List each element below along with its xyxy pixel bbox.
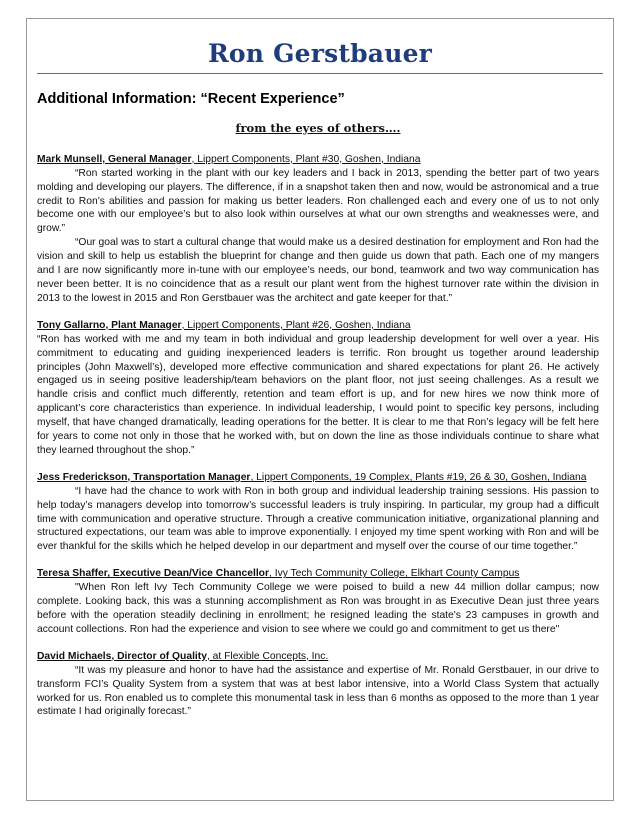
content-body (37, 93, 599, 732)
testimonial-attribution (37, 471, 599, 485)
author-name: Tony Gallarno, Plant Manager (37, 319, 182, 331)
author-name: David Michaels, Director of Quality (37, 650, 207, 662)
testimonial (37, 471, 599, 554)
testimonial-quote: “Ron started working in the plant with our key leaders and I back in 2013, spending the better part of two years molding and developing our players. The difference, if in a snapshot taken then and now, would be astronomical and a true credit to Ron’s abilities and passion for making us better leaders. Ron challenged each and every one of us to not only become one with our employee’s but to also look within ourselves at what our own strengths and weaknesses were, and grow.” (37, 167, 599, 235)
testimonial (37, 567, 599, 637)
testimonial-quote: “Ron has worked with me and my team in both individual and group leadership development for well over a year. His commitment to educating and guiding inexperienced leaders is terrific. Ron brought us together around leadership principles (John Maxwell’s), developed more effective communication and shared expectations for plant 26. He actively engaged us in seeing positive leadership/team behaviors on the plant floor, not just seeing challenges. As a result we handle crisis and conflict much differently, retention and team effort is up, and for new hires we now think more of applicant’s core characteristics than experience. In individual leadership, I would point to specific key persons, including myself, that have changed dramatically, leading operations for the better. It is clear to me that Ron’s legacy will be felt here for years to come not only in those that he worked with, but on down the line as those individuals continue to share what they learned throughout the shop.” (37, 333, 599, 456)
author-name: Jess Frederickson, Transportation Manager (37, 471, 251, 483)
author-organization: , at Flexible Concepts, Inc. (206, 650, 329, 662)
testimonial-quote: “Our goal was to start a cultural change that would make us a desired destination for employment and Ron had the vision and skill to help us establish the blueprint for change and then guide us down that path. Each one of my mangers and I are now significantly more in-tune with our employee’s needs, our bond, teamwork and two way communication has never been better. It is no coincidence that as a result our plant went from the highest turnover rate within the division in 2013 to the lowest in 2015 and Ron Gerstbauer was the architect and gate keeper for that.” (37, 237, 599, 304)
page-title: Ron Gerstbauer (207, 39, 433, 68)
section-subheading: from the eyes of others…. (235, 120, 401, 135)
testimonial (37, 650, 599, 720)
author-organization: , Lippert Components, Plant #26, Goshen, Indiana (181, 319, 411, 331)
testimonial-attribution (37, 319, 599, 333)
testimonial-attribution (37, 567, 599, 581)
resume-page (26, 18, 614, 801)
author-organization: , Lippert Components, Plant #30, Goshen, Indiana (191, 153, 421, 165)
testimonial-attribution (37, 650, 599, 664)
title-divider (37, 73, 603, 74)
author-name: Mark Munsell, General Manager (37, 153, 192, 165)
testimonial-attribution (37, 153, 599, 167)
testimonial-quote: “It was my pleasure and honor to have had the assistance and expertise of Mr. Ronald Gerstbauer, in our drive to transform FCI’s Quality System from a system that was at best labor intensive, into a World Class System that actually worked for us. Ron enabled us to complete this monumental task in less than 6 months as opposed to the more than 1 year estimate I had originally forecast.” (37, 664, 599, 718)
testimonial (37, 319, 599, 458)
testimonial (37, 153, 599, 306)
author-organization: , Ivy Tech Community College, Elkhart County Campus (268, 568, 520, 580)
testimonial-quote: “I have had the chance to work with Ron in both group and individual leadership training sessions. His passion to help today’s managers develop into tomorrow’s successful leaders is truly inspiring. In particular, my group had a difficult time with communication and operative structure. Through a creative communication initiative, organizational planning and structured expectations, our team was able to improve exponentially. I enjoyed my time spent working with Ron and will be ever thankful for the skills which he helped develop in our department and myself over the course of our time together.” (37, 485, 599, 553)
testimonial-quote: "When Ron left Ivy Tech Community College we were poised to build a new 44 million dollar campus; now complete. Looking back, this was a stunning accomplishment as Ron was brought in as Executive Dean just three years before with the operation steadily declining in enrollment; he resigned leading the state's 23 campuses in growth and account collections. Ron had the experience and vision to see where we could go and commitment to get us there" (37, 582, 599, 635)
author-name: Teresa Shaffer, Executive Dean/Vice Chancellor (37, 568, 269, 580)
section-heading: Additional Information: “Recent Experience” (37, 91, 345, 107)
author-organization: , Lippert Components, 19 Complex, Plants #19, 26 & 30, Goshen, Indiana (250, 471, 587, 483)
